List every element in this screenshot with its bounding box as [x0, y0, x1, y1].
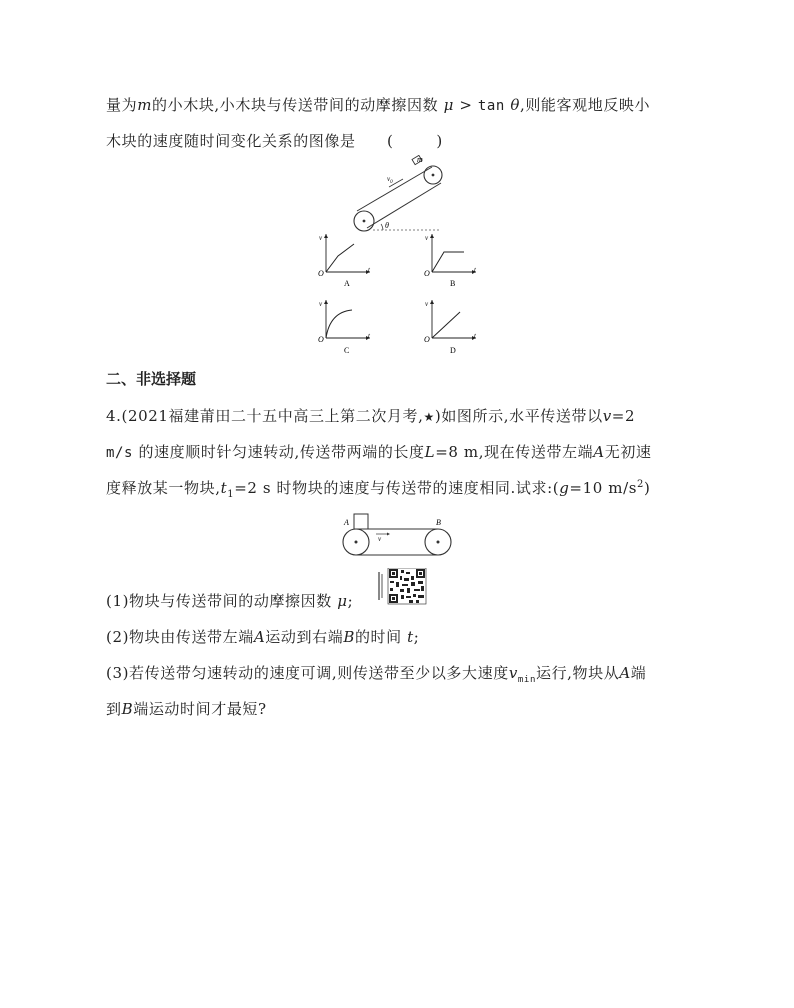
q4-part-3-cont [106, 698, 267, 719]
origin-label: O [318, 269, 324, 278]
var-B: B [121, 700, 134, 718]
text-fragment: 度释放某一物块, [106, 479, 221, 497]
var-B: B [343, 628, 355, 646]
origin-label: O [318, 335, 324, 344]
q4-part-3 [106, 662, 646, 685]
option-letter: A [344, 279, 350, 288]
axis-v-label: v [319, 300, 323, 308]
greater-than: > [459, 96, 473, 114]
var-m: m [137, 96, 153, 114]
text-fragment: 的小木块,小木块与传送带间的动摩擦因数 [152, 96, 439, 114]
var-L: L [424, 443, 436, 461]
block [354, 514, 368, 529]
var-g: g [559, 479, 570, 497]
graph-c [318, 300, 371, 355]
label-A: A [344, 518, 349, 527]
text-fragment: =8 m,现在传送带左端 [435, 443, 594, 461]
var-A: A [593, 443, 605, 461]
text-fragment: 无初速 [604, 443, 652, 461]
label-v: v [378, 535, 382, 543]
axis-v-label: v [319, 234, 323, 242]
graph-d [424, 300, 477, 355]
text-fragment: ; [413, 628, 420, 646]
answer-bracket: ( ) [386, 132, 443, 150]
question-source: (2021福建莆田二十五中高三上第二次月考, [121, 407, 424, 425]
v0-label: $v_0$ [387, 175, 393, 185]
origin-label: O [424, 335, 430, 344]
horizontal-belt-figure [338, 508, 462, 560]
axis-t-label: t [474, 332, 476, 340]
question-number: 4. [106, 407, 122, 425]
text-fragment: 到 [106, 700, 122, 718]
qr-code-icon[interactable] [376, 568, 430, 606]
text-fragment: (1)物块与传送带间的动摩擦因数 [106, 592, 332, 610]
var-t: t [407, 628, 414, 646]
text-fragment: =2 [611, 407, 636, 425]
text-fragment: (3)若传送带匀速转动的速度可调,则传送带至少以多大速度 [106, 664, 509, 682]
text-fragment: 运行,物块从 [535, 664, 620, 682]
q4-text-line-3 [106, 477, 650, 500]
q3-text-line-1 [106, 94, 650, 115]
text-fragment: (2)物块由传送带左端 [106, 628, 254, 646]
text-fragment: =10 m/s [569, 479, 638, 497]
var-v: v [508, 664, 518, 682]
q3-text-line-2 [106, 130, 443, 151]
option-graphs [318, 232, 488, 362]
text-fragment: 端 [630, 664, 647, 682]
axis-t-label: t [368, 332, 370, 340]
axis-v-label: v [425, 234, 429, 242]
text-fragment: 的速度顺时针匀速转动,传送带两端的长度 [133, 443, 425, 461]
unit-text: m/s [106, 445, 134, 461]
var-mu: μ [337, 592, 348, 610]
text-fragment: ; [347, 592, 354, 610]
subscript: min [517, 675, 536, 685]
angle-label: θ [385, 221, 389, 230]
option-letter: B [450, 279, 456, 288]
axis-v-label: v [425, 300, 429, 308]
var-v: v [602, 407, 612, 425]
text-fragment: 量为 [106, 96, 138, 114]
text-fragment: 端运动时间才最短? [133, 700, 267, 718]
axis-t-label: t [368, 266, 370, 274]
subscript: 1 [227, 489, 235, 500]
incline-belt-figure [345, 155, 485, 237]
graph-b [424, 234, 477, 288]
text-fragment: 木块的速度随时间变化关系的图像是 [106, 132, 356, 150]
graph-a [318, 234, 371, 288]
label-B: B [436, 518, 441, 527]
option-letter: D [450, 346, 456, 355]
section-heading: 二、非选择题 [106, 370, 197, 388]
text-fragment: 运动到右端 [265, 628, 344, 646]
var-A: A [253, 628, 266, 646]
text-fragment: )如图所示,水平传送带以 [434, 407, 603, 425]
text-fragment: 的时间 [354, 628, 402, 646]
var-mu: μ [443, 96, 454, 114]
option-letter: C [344, 346, 350, 355]
var-t: t [220, 479, 228, 497]
difficulty-stars-icon: ★ [423, 410, 435, 424]
text-fragment: ) [644, 479, 651, 497]
axis-t-label: t [474, 266, 476, 274]
superscript: 2 [637, 479, 644, 490]
q4-text-line-2 [106, 441, 652, 462]
mass-label: m [417, 155, 423, 164]
var-theta: θ [510, 96, 520, 114]
text-fragment: ,则能客观地反映小 [519, 96, 651, 114]
q4-part-1 [106, 590, 353, 611]
tan-function: tan [477, 98, 505, 114]
q4-text-line-1 [106, 405, 635, 426]
var-A: A [619, 664, 631, 682]
origin-label: O [424, 269, 430, 278]
q4-part-2 [106, 626, 419, 647]
text-fragment: =2 s 时物块的速度与传送带的速度相同.试求:( [234, 479, 560, 497]
